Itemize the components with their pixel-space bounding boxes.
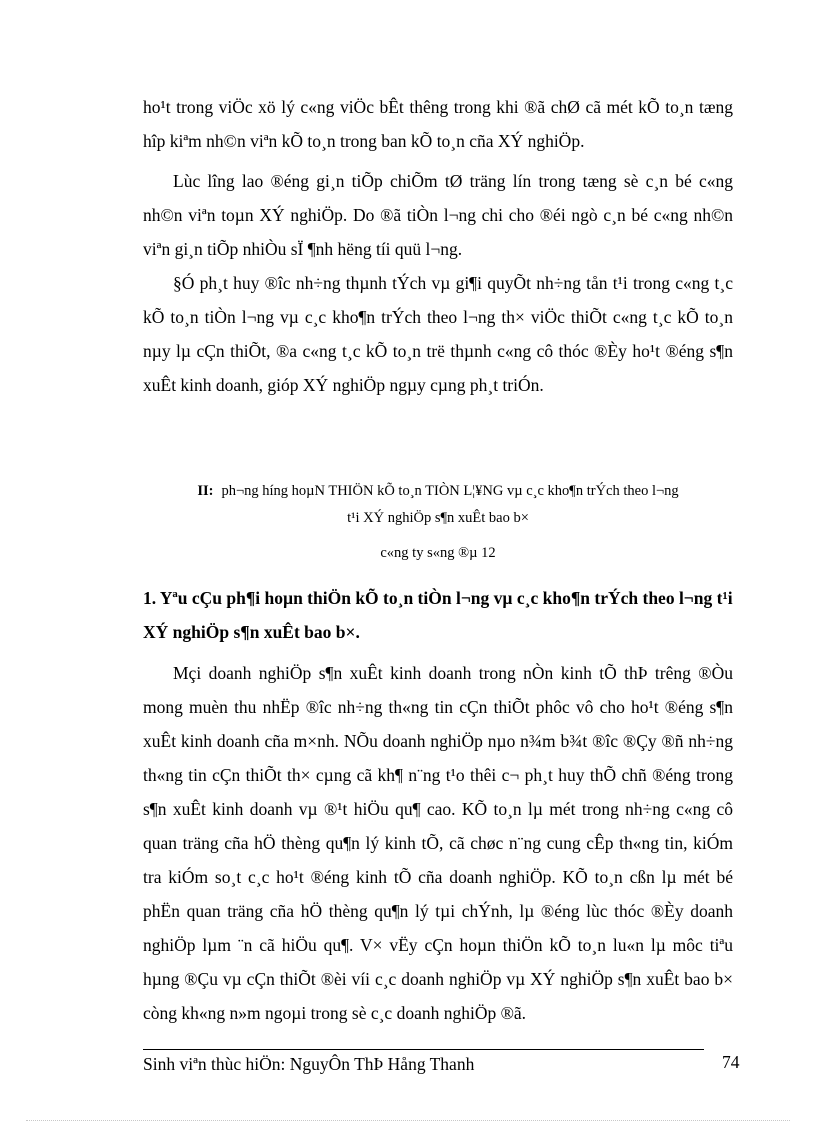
paragraph-text: ho¹t trong viÖc xö lý c«ng viÖc bÊt thêng trong khi ®ã chØ cã mét kÕ to¸n tæng hîp kiªm nh©n viªn kÕ to¸n trong ban kÕ to¸n cña XÝ nghiÖp. (143, 97, 733, 151)
paragraph-requirements (143, 656, 733, 1030)
section-heading (143, 478, 733, 532)
page-number: 74 (722, 1052, 740, 1072)
footer-author: Sinh viªn thùc hiÖn: NguyÔn ThÞ Hång Thanh (143, 1054, 475, 1074)
section-number: II: (197, 483, 214, 499)
section-heading-line-1 (143, 478, 733, 505)
footer-rule (143, 1049, 704, 1050)
section-heading-line-3: c«ng ty s«ng ®µ 12 (380, 545, 496, 561)
paragraph-improvement (143, 266, 733, 402)
section-heading-line-2: t¹i XÝ nghiÖp s¶n xuÊt bao b× (347, 510, 529, 526)
paragraph-workforce (143, 164, 733, 266)
paragraph-text: Mçi doanh nghiÖp s¶n xuÊt kinh doanh trong nÒn kinh tÕ thÞ trêng ®Òu mong muèn thu nhËp ®îc nh÷ng th«ng tin cÇn thiÕt phôc vô cho ho¹t ®éng s¶n xuÊt kinh doanh cña m×nh. NÕu doanh nghiÖp nµo n¾m b¾t ®îc ®Çy ®ñ nh÷ng th«ng tin cÇn thiÕt th× cµng cã kh¶ n¨ng t¹o thêi c¬ ph¸t huy thÕ chñ ®éng trong s¶n xuÊt kinh doanh vµ ®¹t hiÖu qu¶ cao. KÕ to¸n lµ mét trong nh÷ng c«ng cô quan träng cña hÖ thèng qu¶n lý kinh tÕ, cã chøc n¨ng cung cÊp th«ng tin, kiÓm tra kiÓm so¸t c¸c ho¹t ®éng kinh tÕ cña doanh nghiÖp. KÕ to¸n cßn lµ mét bé phËn quan träng cña hÖ thèng qu¶n lý tµi chÝnh, lµ ®éng lùc thóc ®Èy doanh nghiÖp lµm ¨n cã hiÖu qu¶. V× vËy cÇn hoµn thiÖn kÕ to¸n lu«n lµ môc tiªu hµng ®Çu vµ cÇn thiÕt ®èi víi c¸c doanh nghiÖp vµ XÝ nghiÖp s¶n xuÊt bao b× còng kh«ng n»m ngoµi trong sè c¸c doanh nghiÖp ®ã. (143, 663, 733, 1023)
subsection-heading: 1. Yªu cÇu ph¶i hoµn thiÖn kÕ to¸n tiÒn l¬ng vµ c¸c kho¶n trÝch theo l¬ng t¹i XÝ nghiÖp s¶n xuÊt bao b×. (143, 588, 733, 642)
page-bottom-dotted-border (26, 1120, 790, 1121)
section-title-part-1: ph¬ng híng hoµN THIÖN kÕ to¸n TIÒN L¦¥NG vµ c¸c kho¶n trÝch theo l¬ng (221, 483, 679, 499)
paragraph-text: §Ó ph¸t huy ®îc nh÷ng thµnh tÝch vµ gi¶i quyÕt nh÷ng tån t¹i trong c«ng t¸c kÕ to¸n tiÒn l¬ng vµ c¸c kho¶n trÝch theo l¬ng th× viÖc thiÕt c«ng t¸c kÕ to¸n nµy lµ cÇn thiÕt, ®a c«ng t¸c kÕ to¸n trë thµnh c«ng cô thóc ®Èy ho¹t ®éng s¶n xuÊt kinh doanh, gióp XÝ nghiÖp ngµy cµng ph¸t triÓn. (143, 273, 733, 395)
paragraph-continuation (143, 90, 733, 158)
paragraph-text: Lùc lîng lao ®éng gi¸n tiÕp chiÕm tØ träng lín trong tæng sè c¸n bé c«ng nh©n viªn toµn XÝ nghiÖp. Do ®ã tiÒn l¬ng chi cho ®éi ngò c¸n bé c«ng nh©n viªn gi¸n tiÕp nhiÒu sÏ ¶nh hëng tíi quü l¬ng. (143, 171, 733, 259)
